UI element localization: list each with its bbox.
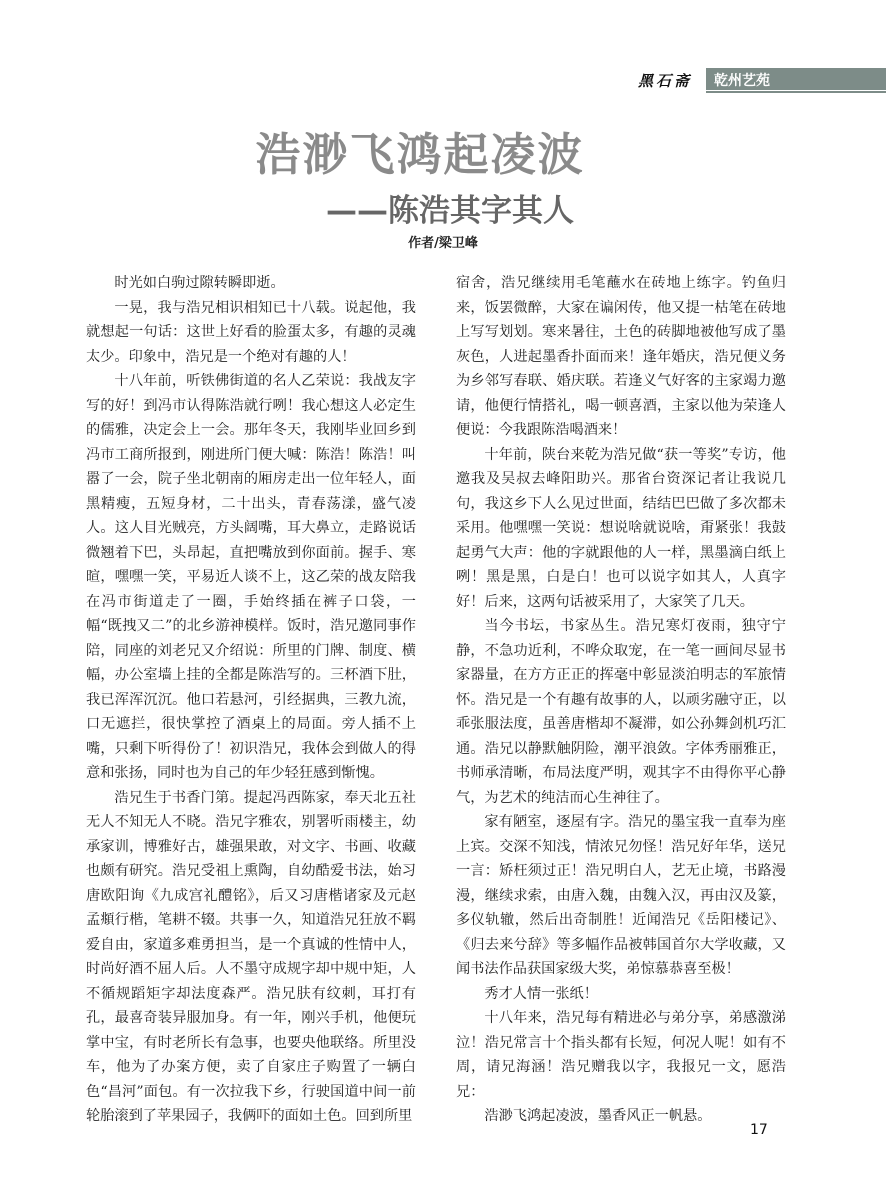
article-title: 浩渺飞鸿起凌波 xyxy=(255,128,585,181)
byline: 作者/梁卫峰 xyxy=(408,236,478,251)
header-brand: 黑石斋 xyxy=(638,72,693,90)
paragraph: 秀才人情一张纸！ xyxy=(484,985,598,1002)
header-section-label: 乾州艺苑 xyxy=(714,73,770,89)
page-number: 17 xyxy=(750,1122,768,1138)
paragraph: 十八年来，浩兄每有精进必与弟分享，弟感激涕泣！浩兄常言十个指头都有长短，何况人呢！如有不周，请兄海涵！浩兄赠我以字，我报兄一文，愿浩兄： xyxy=(456,1010,786,1100)
paragraph: 十八年前，听铁佛街道的名人乙荣说：我战友字写的好！到冯市认得陈浩就行咧！我心想这人必定生的儒雅，决定会上一会。那年冬天，我刚毕业回乡到冯市工商所报到，刚进所门便大喊：陈浩！陈浩！叫嚣了一会，院子坐北朝南的厢房走出一位年轻人，面黑精瘦，五短身材，二十出头，青春荡漾，盛气凌人。这人目光贼亮，方头阔嘴，耳大鼻立，走路说话微翘着下巴，头昂起，直把嘴放到你面前。握手、寒暄，嘿嘿一笑，平易近人谈不上，这乙荣的战友陪我在冯市街道走了一圈，手始终插在裤子口袋，一幅“既拽又二”的北乡游神模样。饭时，浩兄邀同事作陪，同座的刘老兄又介绍说：所里的门牌、制度、横幅，办公室墙上挂的全都是陈浩写的。三杯酒下肚，我已浑浑沉沉。他口若悬河，引经据典，三教九流，口无遮拦，很快掌控了酒桌上的局面。旁人插不上嘴，只剩下听得份了！初识浩兄，我体会到做人的得意和张扬，同时也为自己的年少轻狂感到惭愧。 xyxy=(86,373,416,781)
paragraph: 宿舍，浩兄继续用毛笔蘸水在砖地上练字。钓鱼归来，饭罢微醉，大家在谝闲传，他又提一枯笔在砖地上写写划划。寒来暑往，土色的砖脚地被他写成了墨灰色，人进起墨香扑面而来！逢年婚庆，浩兄便义务为乡邻写春联、婚庆联。若逢义气好客的主家竭力邀请，他便行情搭礼，喝一顿喜酒，主家以他为荣逢人便说：今我跟陈浩喝酒来！ xyxy=(456,275,786,438)
paragraph: 时光如白驹过隙转瞬即逝。 xyxy=(114,275,285,291)
paragraph: 一晃，我与浩兄相识相知已十八载。说起他，我就想起一句话：这世上好看的脸蛋太多，有趣的灵魂太少。印象中，浩兄是一个绝对有趣的人！ xyxy=(86,299,416,365)
left-column xyxy=(86,271,416,1129)
header-rule xyxy=(706,91,886,93)
header-section-tab xyxy=(706,68,886,90)
paragraph: 浩渺飞鸿起凌波，墨香风正一帆悬。 xyxy=(484,1108,712,1124)
article-subtitle: ——陈浩其字其人 xyxy=(326,193,574,229)
right-column xyxy=(456,271,786,1129)
paragraph: 十年前，陕台来乾为浩兄做“获一等奖”专访，他邀我及吴叔去峰阳助兴。那省台资深记者让我说几句，我这乡下人么见过世面，结结巴巴做了多次都未采用。他嘿嘿一笑说：想说啥就说啥，甭紧张！我鼓起勇气大声：他的字就跟他的人一样，黑墨滴白纸上咧！黑是黑，白是白！也可以说字如其人，人真字好！后来，这两句话被采用了，大家笑了几天。 xyxy=(456,446,786,610)
paragraph: 浩兄生于书香门第。提起冯西陈家，奉天北五社无人不知无人不晓。浩兄字雅农，别署听雨楼主，幼承家训，博雅好古，雄强果敢，对文字、书画、收藏也颇有研究。浩兄受祖上熏陶，自幼酷爱书法，始习唐欧阳询《九成宫礼醴铭》，后又习唐楷诸家及元赵孟頫行楷，笔耕不辍。共事一久，知道浩兄狂放不羁爱自由，家道多难勇担当，是一个真诚的性情中人，时尚好酒不屈人后。人不墨守成规字却中规中矩，人不循规蹈矩字却法度森严。浩兄肤有纹刺，耳打有孔，最喜奇装异服加身。有一年，刚兴手机，他便玩掌中宝，有时老所长有急事，也要央他联络。所里没车，他为了办案方便，卖了自家庄子购置了一辆白色“昌河”面包。有一次拉我下乡，行驶国道中间一前轮胎滚到了苹果园子，我俩吓的面如土色。回到所里 xyxy=(86,789,416,1124)
paragraph: 家有陋室，逐屋有字。浩兄的墨宝我一直奉为座上宾。交深不知浅，情浓兄勿怪！浩兄好年华，送兄一言：矫枉须过正！浩兄明白人，艺无止境，书路漫漫，继续求索，由唐入魏，由魏入汉，再由汉及篆，多仪轨辙，然后出奇制胜！近闻浩兄《岳阳楼记》、《归去来兮辞》等多幅作品被韩国首尔大学收藏，又闻书法作品获国家级大奖，弟惊慕恭喜至极！ xyxy=(456,814,786,977)
paragraph: 当今书坛，书家丛生。浩兄寒灯夜雨，独守宁静，不急功近利，不哗众取宠，在一笔一画间尽显书家器量，在方方正正的挥毫中彰显淡泊明志的军旅情怀。浩兄是一个有趣有故事的人，以顽劣融守正，以乖张服法度，虽善唐楷却不凝滞，如公孙舞剑机巧汇通。浩兄以静默触阴险，潮平浪敛。字体秀丽雅正，书师承清晰，布局法度严明，观其字不由得你平心静气，为艺术的纯洁而心生神往了。 xyxy=(456,618,786,806)
